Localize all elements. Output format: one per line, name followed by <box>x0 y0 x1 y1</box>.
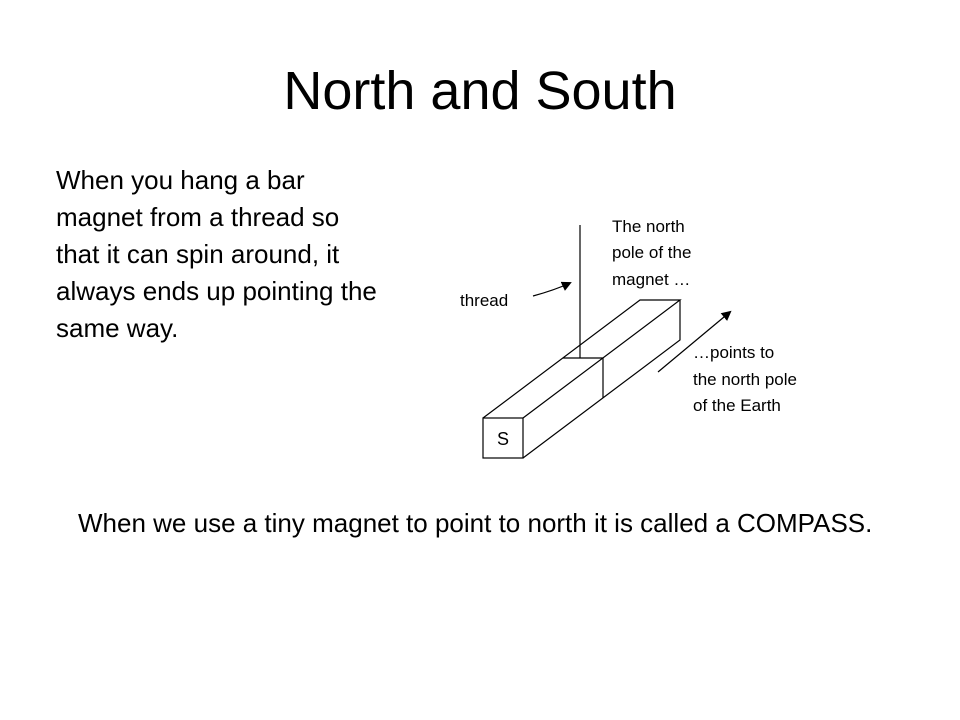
intro-text: When you hang a bar magnet from a thread so that it can spin around, it always ends up pointing the same way. <box>56 165 377 343</box>
compass-text: When we use a tiny magnet to point to north it is called a COMPASS. <box>78 508 873 538</box>
bar-magnet <box>483 300 680 458</box>
north-pole-label-line-3: magnet … <box>612 270 691 289</box>
north-direction-arrow <box>658 312 730 372</box>
points-to-label <box>693 343 802 415</box>
points-to-label-line-3: of the Earth <box>693 396 781 415</box>
north-pole-label-line-1: The north <box>612 217 685 236</box>
north-pole-label-line-2: pole of the <box>612 243 692 262</box>
thread-label: thread <box>460 291 509 310</box>
south-pole-label: S <box>496 429 510 449</box>
slide-title: North and South <box>283 61 677 121</box>
points-to-label-line-2: the north pole <box>693 370 797 389</box>
thread-pointer-arrow <box>533 283 570 296</box>
points-to-label-line-1: …points to <box>693 343 775 362</box>
north-pole-label <box>612 217 696 289</box>
